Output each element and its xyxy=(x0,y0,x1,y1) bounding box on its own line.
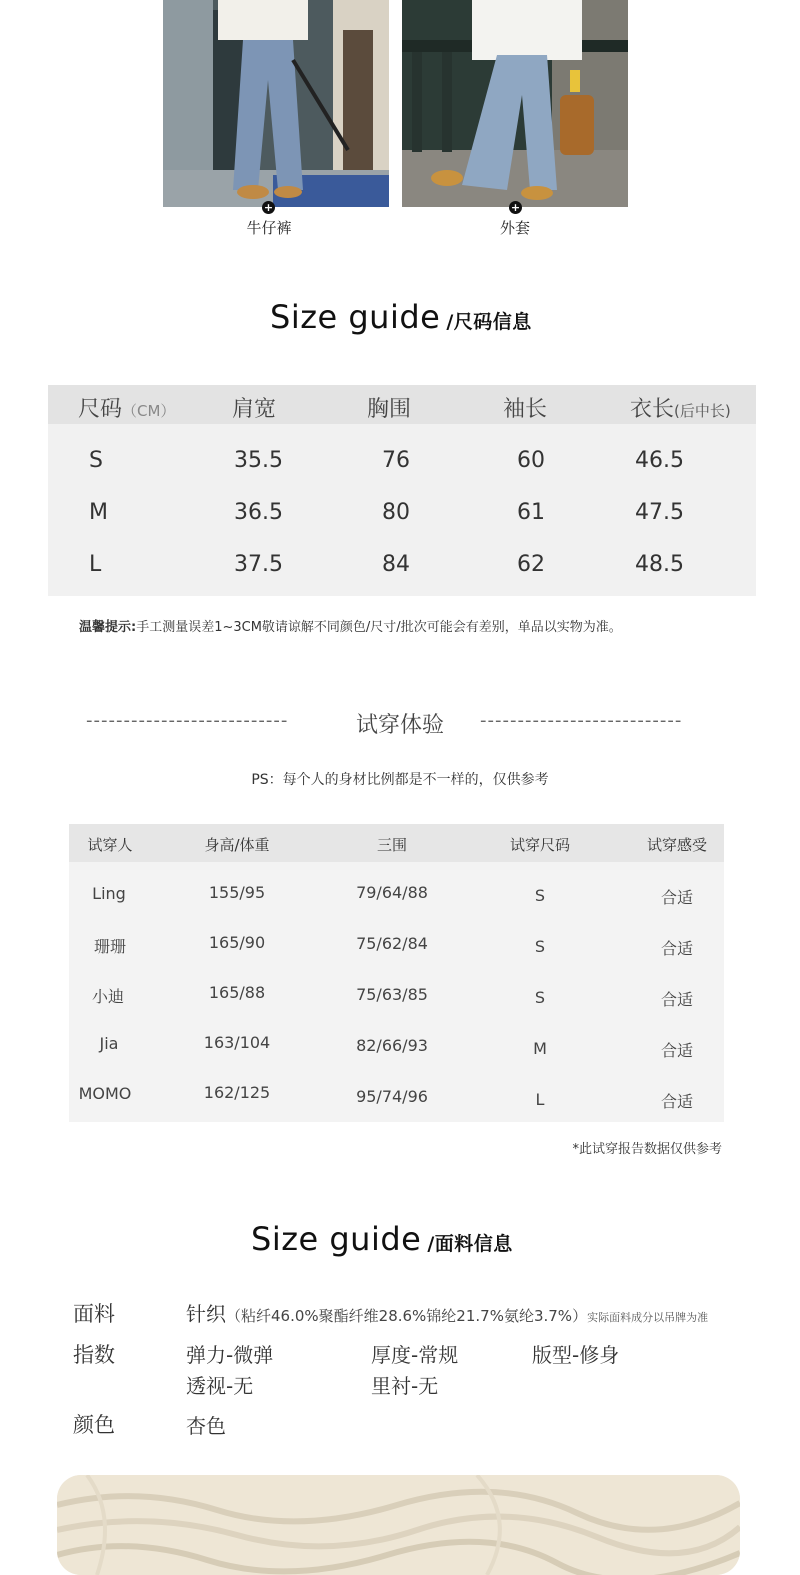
try-on-footnote: *此试穿报告数据仅供参考 xyxy=(572,1142,722,1157)
shoulder-cell: 35.5 xyxy=(234,448,283,473)
color-value: 杏色 xyxy=(186,1414,226,1438)
index-label: 指数 xyxy=(73,1343,115,1367)
sleeve-cell: 60 xyxy=(517,448,545,473)
height-weight-cell: 165/88 xyxy=(208,983,266,1002)
note-label: 温馨提示: xyxy=(79,620,137,635)
size-table xyxy=(48,385,756,596)
header-sleeve: 袖长 xyxy=(503,397,548,422)
size-guide-title-text: Size guide xyxy=(270,298,441,336)
size-cell: S xyxy=(89,448,103,473)
plus-icon: + xyxy=(510,201,521,214)
chest-cell: 76 xyxy=(382,448,410,473)
height-weight-cell: 163/104 xyxy=(203,1033,271,1052)
tester-name: 珊珊 xyxy=(93,937,126,956)
try-on-table xyxy=(69,824,724,1122)
measurements-cell: 79/64/88 xyxy=(356,883,428,902)
feeling-cell: 合适 xyxy=(660,1092,693,1111)
feeling-cell: 合适 xyxy=(660,888,693,907)
header-size-text: 尺码 xyxy=(78,397,123,422)
try-size-cell: S xyxy=(534,886,546,905)
header-chest: 胸围 xyxy=(367,397,412,422)
try-on-title: 试穿体验 xyxy=(355,713,444,738)
thickness-value: 厚度-常规 xyxy=(371,1343,459,1367)
material-note: 实际面料成分以吊牌为准 xyxy=(587,1311,709,1324)
header-size xyxy=(78,392,175,423)
fit-value: 版型-修身 xyxy=(532,1343,620,1367)
note-text: 手工测量误差1~3CM敬请谅解不同颜色/尺寸/批次可能会有差别，单品以实物为准。 xyxy=(136,620,622,635)
try-size-cell: S xyxy=(534,937,546,956)
shoulder-cell: 36.5 xyxy=(234,500,283,525)
header-shoulder: 肩宽 xyxy=(232,397,277,422)
coat-caption: 外套 xyxy=(499,219,530,237)
measurements-cell: 95/74/96 xyxy=(356,1087,428,1106)
shoulder-cell: 37.5 xyxy=(234,552,283,577)
measurements-cell: 75/63/85 xyxy=(356,985,428,1004)
feeling-cell: 合适 xyxy=(660,939,693,958)
sleeve-cell: 62 xyxy=(517,552,545,577)
fabric-title-text: Size guide xyxy=(251,1220,422,1258)
tester-name: 小迪 xyxy=(91,987,124,1006)
fabric-subtitle: /面料信息 xyxy=(427,1233,513,1255)
header-length-note: (后中长) xyxy=(674,402,731,420)
plus-icon: + xyxy=(263,201,274,214)
length-cell: 46.5 xyxy=(635,448,684,473)
divider-left: --------------------------- xyxy=(86,710,289,731)
material-detail: （粘纤46.0%聚酯纤维28.6%锦纶21.7%氨纶3.7%） xyxy=(226,1307,588,1325)
material-value xyxy=(186,1298,708,1327)
fabric-title xyxy=(251,1220,513,1258)
tester-name: Ling xyxy=(92,884,126,903)
header-height-weight: 身高/体重 xyxy=(204,836,270,854)
try-size-cell: L xyxy=(535,1090,545,1109)
coat-photo xyxy=(402,0,628,207)
measurements-cell: 82/66/93 xyxy=(356,1036,428,1055)
transparency-value: 透视-无 xyxy=(186,1374,254,1398)
measurements-cell: 75/62/84 xyxy=(356,934,428,953)
try-on-ps: PS：每个人的身材比例都是不一样的，仅供参考 xyxy=(251,772,549,788)
jeans-photo xyxy=(163,0,389,207)
height-weight-cell: 165/90 xyxy=(208,933,266,952)
header-try-size: 试穿尺码 xyxy=(509,836,570,854)
color-label: 颜色 xyxy=(73,1413,115,1437)
jeans-caption: 牛仔裤 xyxy=(246,219,292,237)
divider-right: --------------------------- xyxy=(480,710,683,731)
material-label: 面料 xyxy=(73,1302,115,1326)
tester-name: Jia xyxy=(99,1034,119,1053)
height-weight-cell: 155/95 xyxy=(208,883,266,902)
tester-name: MOMO xyxy=(78,1084,132,1103)
size-guide-title xyxy=(270,298,532,336)
elasticity-value: 弹力-微弹 xyxy=(186,1343,274,1367)
feeling-cell: 合适 xyxy=(660,1041,693,1060)
size-guide-subtitle: /尺码信息 xyxy=(446,311,532,333)
length-cell: 48.5 xyxy=(635,552,684,577)
measurement-note xyxy=(79,616,622,635)
sleeve-cell: 61 xyxy=(517,500,545,525)
material-value-text: 针织 xyxy=(186,1302,226,1326)
fabric-swatch-image xyxy=(57,1475,740,1575)
header-measurements: 三围 xyxy=(376,836,407,854)
try-size-cell: S xyxy=(534,988,546,1007)
header-feeling: 试穿感受 xyxy=(646,836,707,854)
size-cell: L xyxy=(89,552,102,577)
chest-cell: 80 xyxy=(382,500,410,525)
size-cell: M xyxy=(89,500,108,525)
chest-cell: 84 xyxy=(382,552,410,577)
lining-value: 里衬-无 xyxy=(371,1374,439,1398)
feeling-cell: 合适 xyxy=(660,990,693,1009)
header-length-text: 衣长 xyxy=(630,397,675,422)
header-size-unit: （CM） xyxy=(122,402,176,420)
try-size-cell: M xyxy=(533,1039,547,1058)
header-tester: 试穿人 xyxy=(87,836,133,854)
height-weight-cell: 162/125 xyxy=(203,1083,271,1102)
header-length xyxy=(630,392,731,423)
length-cell: 47.5 xyxy=(635,500,684,525)
